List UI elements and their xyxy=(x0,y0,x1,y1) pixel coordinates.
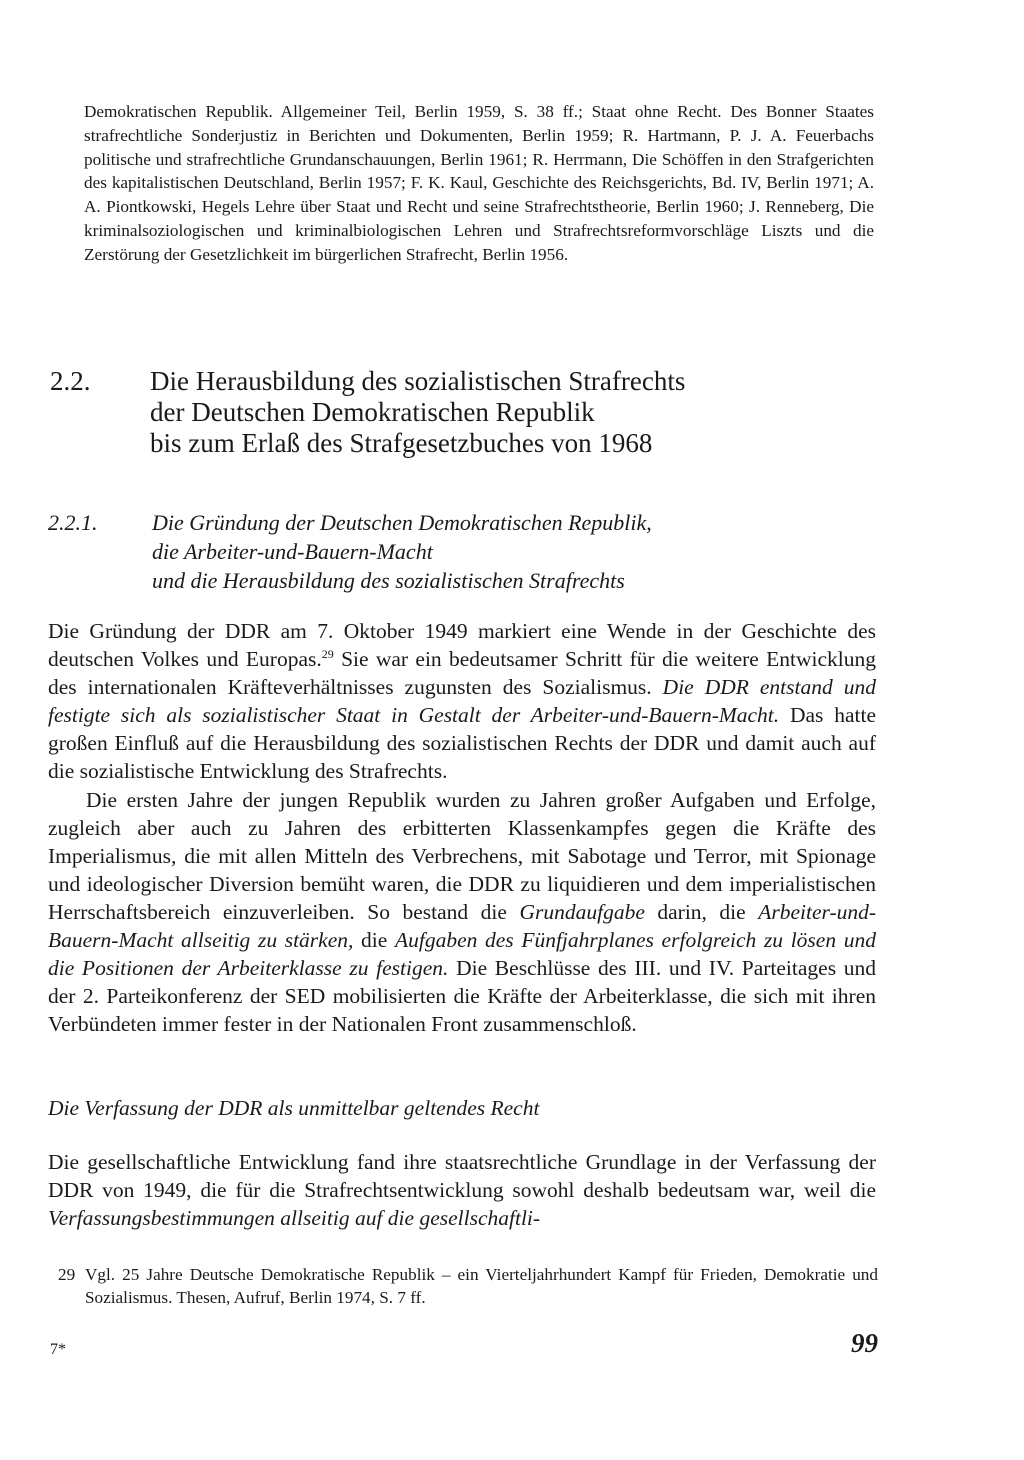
text-run: Die gesellschaftliche Entwicklung fand ihre staatsrechtliche Grundlage in der Verfassung der DDR von 1949, die für die Strafrechtsentwicklung sowohl deshalb bedeutsam war, weil die xyxy=(48,1150,876,1203)
subsection-title xyxy=(152,508,882,595)
footnote xyxy=(58,1264,878,1309)
footnote-text: Vgl. 25 Jahre Deutsche Demokratische Republik – ein Vierteljahrhundert Kampf für Frieden, Demokratie und Sozialismus. Thesen, Aufruf, Berlin 1974, S. 7 ff. xyxy=(85,1265,878,1307)
body-text xyxy=(48,617,876,1038)
section-title-line: bis zum Erlaß des Strafgesetzbuches von 1968 xyxy=(150,428,653,458)
section-title xyxy=(150,366,890,459)
body-text-2 xyxy=(48,1148,876,1232)
subsection-title-line: und die Herausbildung des sozialistischen Strafrechts xyxy=(152,568,625,593)
emphasis-run: Die DDR entstand und festigte sich als sozialistischer Staat in Gestalt der Arbeiter-und-Bauern-Macht. xyxy=(48,675,876,728)
emphasis-run: Verfassungsbestimmungen allseitig auf die gesellschaftli- xyxy=(48,1206,541,1231)
paragraph-1 xyxy=(48,617,876,786)
subsection-title-line: die Arbeiter-und-Bauern-Macht xyxy=(152,539,433,564)
signature-mark: 7* xyxy=(50,1341,66,1358)
emphasis-run: Grundaufgabe xyxy=(519,899,645,924)
section-number: 2.2. xyxy=(50,366,91,396)
text-run: Die Beschlüsse des III. und IV. Parteitages und der 2. Parteikonferenz der SED mobilisierten die Kräfte der Arbeiterklasse, die sich mit ihren Verbündeten immer fester in der Nationalen Front zusammenschloß. xyxy=(48,956,877,1037)
text-run: darin, die xyxy=(644,899,759,924)
text-run: Das hatte großen Einfluß auf die Herausbildung des sozialistischen Rechts der DDR und damit auch auf die sozialistische Entwicklung des Strafrechts. xyxy=(48,703,877,784)
footnote-ref: 29 xyxy=(321,646,334,661)
references-paragraph: Demokratischen Republik. Allgemeiner Teil, Berlin 1959, S. 38 ff.; Staat ohne Recht. Des Bonner Staates strafrechtliche Sonderjustiz in Berichten und Dokumenten, Berlin 1959; R. Hartmann, P. J. A. Feuerbachs politische und strafrechtliche Grundanschauungen, Berlin 1961; R. Herrmann, Die Schöffen in den Strafgerichten des kapitalistischen Deutschland, Berlin 1957; F. K. Kaul, Geschichte des Reichsgerichts, Bd. IV, Berlin 1971; A. A. Piontkowski, Hegels Lehre über Staat und Recht und seine Strafrechtstheorie, Berlin 1960; J. Renneberg, Die kriminalsoziologischen und kriminalbiologischen Lehren und Strafrechtsreformvorschläge Liszts und die Zerstörung der Gesetzlichkeit im bürgerlichen Strafrecht, Berlin 1956. xyxy=(84,102,874,264)
text-run: Die ersten Jahre der jungen Republik wurden zu Jahren großer Aufgaben und Erfolge, zugleich aber auch zu Jahren des erbitterten Klassenkampfes gegen die Kräfte des Imperialismus, die mit allen Mitteln des Verbrechens, mit Sabotage und Terror, mit Spionage und ideologischer Diversion bemüht waren, die DDR zu liquidieren und dem imperialistischen Herrschaftsbereich einzuverleiben. So bestand die xyxy=(48,787,876,924)
paragraph-3 xyxy=(48,1148,876,1232)
emphasis-run: Arbeiter-und-Bauern-Macht allseitig zu stärken, xyxy=(48,899,877,953)
section-title-line: Die Herausbildung des sozialistischen Strafrechts xyxy=(150,366,686,396)
paragraph-2 xyxy=(48,786,876,1039)
subsection-number: 2.2.1. xyxy=(48,510,98,535)
text-run: Die Gründung der DDR am 7. Oktober 1949 markiert eine Wende in der Geschichte des deutschen Volkes und Europas. xyxy=(48,619,876,672)
references-block xyxy=(84,100,874,267)
footnote-number: 29 xyxy=(58,1265,76,1284)
emphasis-run: Aufgaben des Fünfjahrplanes erfolgreich zu lösen und die Positionen der Arbeiterklasse zu festigen. xyxy=(48,928,876,981)
page-number: 99 xyxy=(851,1328,878,1358)
inline-subheading: Die Verfassung der DDR als unmittelbar geltendes Recht xyxy=(48,1096,540,1120)
subsection-title-line: Die Gründung der Deutschen Demokratischen Republik, xyxy=(152,510,652,535)
section-title-line: der Deutschen Demokratischen Republik xyxy=(150,397,595,427)
text-run: die xyxy=(353,928,395,953)
text-run: Sie war ein bedeutsamer Schritt für die weitere Entwicklung des internationalen Kräfteverhältnisses zugunsten des Sozialismus. xyxy=(48,647,876,700)
